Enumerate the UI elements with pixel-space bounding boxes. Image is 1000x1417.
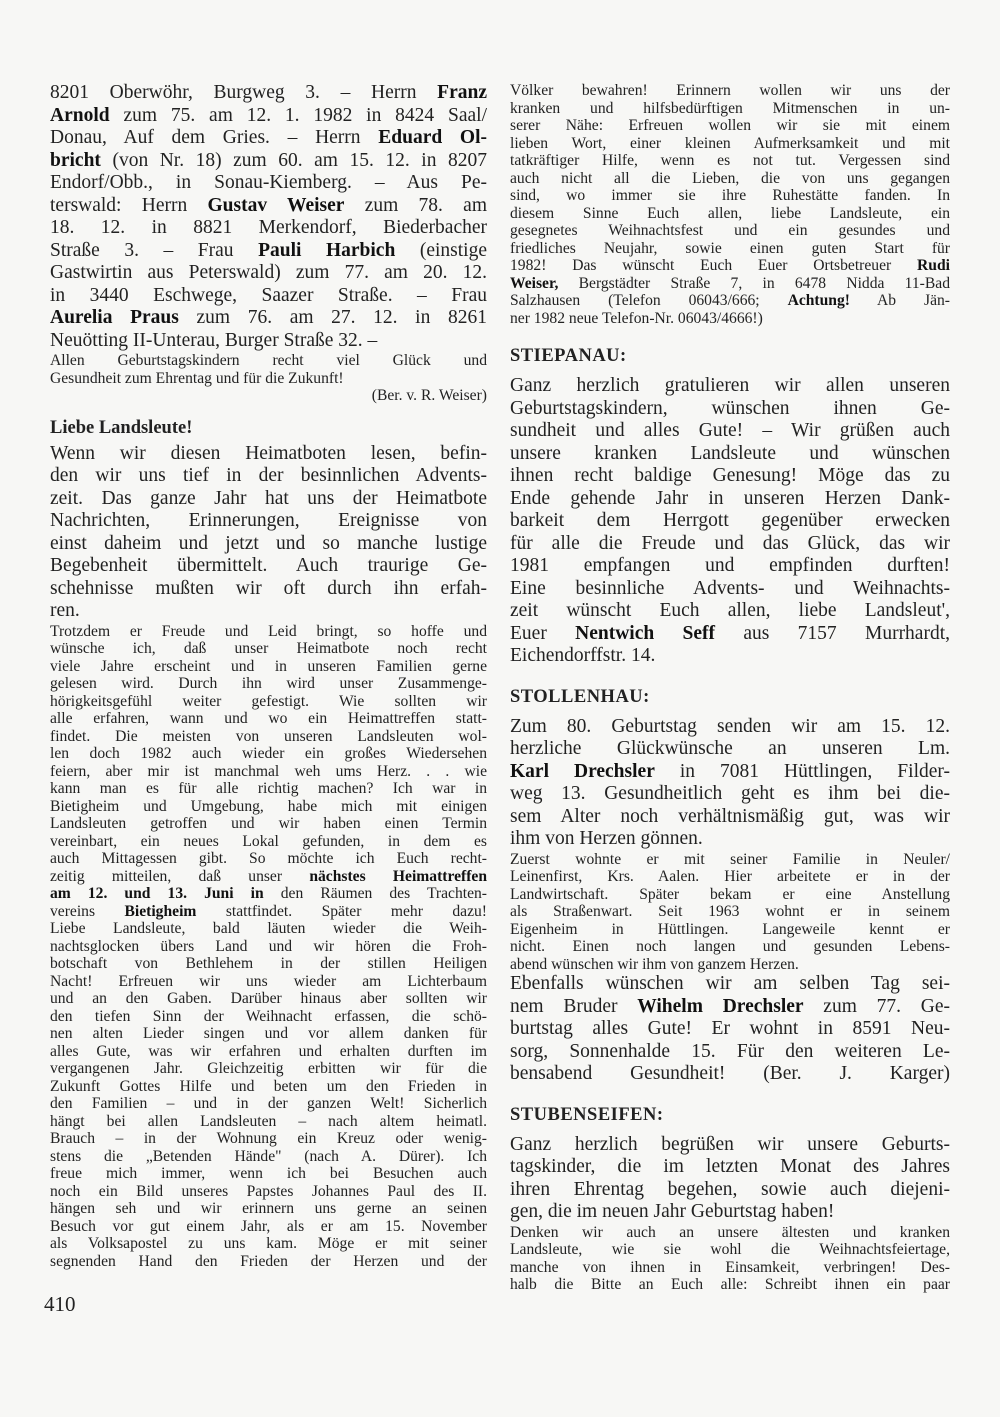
text-line: den tiefen Sinn der Weihnacht erfassen, die schö- xyxy=(50,1007,487,1025)
text-line: burtstag alles Gute! Er wohnt in 8591 Neu- xyxy=(510,1018,950,1039)
text-line: (Ber. v. R. Weiser) xyxy=(371,387,487,404)
text-line: bricht (von Nr. 18) zum 60. am 15. 12. in 8207 xyxy=(50,149,487,171)
text-line: Brauch – in der Wohnung ein Kreuz oder wenig- xyxy=(50,1130,487,1147)
text-line: serer Nähe: Erfreuen wollen wir sie mit einem xyxy=(510,117,950,134)
paragraph xyxy=(50,443,487,623)
text-line: für alle die Freude und das Glück, das wir xyxy=(510,532,950,554)
text-line: auch nicht all die Lieben, die von uns gegangen xyxy=(510,169,950,187)
text-line: Weiser, Bergstädter Straße 7, in 6478 Nidda 11-Bad xyxy=(510,274,950,292)
text-line: Zum 80. Geburtstag senden wir am 15. 12. xyxy=(510,715,950,737)
text-line: wünsche ich, daß unser Heimatbote noch recht xyxy=(50,640,487,657)
text-line: friedliches Neujahr, sowie einen guten Start für xyxy=(510,239,950,257)
text-line: Landwirtschaft. Später bekam er eine Anstellung xyxy=(510,885,950,903)
text-line: Völker bewahren! Erinnern wollen wir uns der xyxy=(510,82,950,99)
text-line: Geburtstagskindern, wünschen ihnen Ge- xyxy=(510,397,950,419)
text-line: Leinenfirst, Krs. Aalen. Hier arbeitete er in der xyxy=(510,868,950,885)
text-line: Landsleute, wie sie wohl die Weihnachtsfeiertage, xyxy=(510,1241,950,1258)
text-line: als Volksapostel zu uns kam. Möge er mit seiner xyxy=(50,1235,487,1252)
paragraph xyxy=(50,623,487,1271)
text-line: Aurelia Praus zum 76. am 27. 12. in 8261 xyxy=(50,307,487,328)
bold-name: Bietigheim xyxy=(124,902,197,920)
text-line: unsere kranken Landsleute und wünschen xyxy=(510,442,950,464)
text-line: Besuch vor gut einem Jahr, als er am 15. November xyxy=(50,1217,487,1235)
text-line: zeit. Das ganze Jahr hat uns der Heimatbote xyxy=(50,487,487,509)
bold-name: nächstes Heimattreffen xyxy=(309,867,488,885)
text-line: findet. Die meisten von unseren Landsleuten wol- xyxy=(50,727,487,745)
text-line: Euer Nentwich Seff aus 7157 Murrhardt, xyxy=(510,622,950,644)
text-line: nachtsglocken übers Land und wir hören die Froh- xyxy=(50,937,487,955)
text-line: len doch 1982 auch wieder ein großes Wiedersehen xyxy=(50,745,487,762)
bold-name: Wihelm Drechsler xyxy=(637,995,804,1017)
bold-name: Achtung! xyxy=(787,292,850,309)
text-line: alles Gute, was wir erfahren und erhalten durften im xyxy=(50,1042,487,1060)
text-line: gen, die im neuen Jahr Geburtstag haben! xyxy=(510,1201,835,1222)
text-line: Arnold zum 75. am 12. 1. 1982 in 8424 Saal/ xyxy=(50,104,487,126)
text-line: Allen Geburtstagskindern recht viel Glück und xyxy=(50,352,487,369)
text-line: stens die „Betenden Hände" (nach A. Dürer). Ich xyxy=(50,1147,487,1165)
text-line: Salzhausen (Telefon 06043/666; Achtung! Ab Jän- xyxy=(510,292,950,309)
text-line: tagskinder, die im letzten Monat des Jahres xyxy=(510,1156,950,1177)
text-line: halb die Bitte an Euch alle: Schreibt ihnen ein paar xyxy=(510,1276,950,1293)
text-line: sundheit und alles Gute! – Wir grüßen auch xyxy=(510,420,950,441)
text-line: in 3440 Eschwege, Saazer Straße. – Frau xyxy=(50,284,487,306)
text-line: ihnen recht baldige Genesung! Möge das zu xyxy=(510,465,950,486)
text-line: manche von ihnen in Einsamkeit, verbringen! Des- xyxy=(510,1258,950,1276)
text-line: 1981 empfangen und empfinden durften! xyxy=(510,555,950,576)
section-heading: STIEPANAU: xyxy=(510,346,627,366)
text-line: den Familien – und in der ganzen Welt! Sicherlich xyxy=(50,1095,487,1112)
text-line: und an den Gaben. Darüber hinaus aber sollten wir xyxy=(50,990,487,1007)
text-line: Ganz herzlich gratulieren wir allen unseren xyxy=(510,375,950,396)
text-line: Trotzdem er Freude und Leid bringt, so hoffe und xyxy=(50,622,487,640)
text-line: lieben Wort, einer kleinen Aufmerksamkeit und mit xyxy=(510,134,950,152)
bold-name: Aurelia Praus xyxy=(50,307,179,328)
text-line: Denken wir auch an unsere ältesten und kranken xyxy=(510,1223,950,1241)
text-line: ren. xyxy=(50,600,80,621)
text-line: vergangenen Jahr. Gleichzeitig erbitten wir für die xyxy=(50,1060,487,1077)
text-line: ihm von Herzen gönnen. xyxy=(510,828,703,849)
text-line: Landsleuten getroffen und wir haben einen Termin xyxy=(50,815,487,832)
bold-name: Rudi xyxy=(917,257,950,274)
paragraph xyxy=(510,1224,950,1294)
text-line: nicht. Einen noch langen und gesunden Lebens- xyxy=(510,938,950,955)
text-line: Endorf/Obb., in Sonau-Kiemberg. – Aus Pe- xyxy=(50,172,487,193)
text-line: ihren Ehrentag begehen, sowie auch diejeni- xyxy=(510,1178,950,1200)
paragraph xyxy=(510,851,950,974)
text-line: Nacht! Erfreuen wir uns wieder am Lichterbaum xyxy=(50,972,487,990)
bold-name: am 12. und 13. Juni in xyxy=(50,885,264,902)
bold-name: bricht xyxy=(50,149,101,171)
text-line: hörigkeitsgefühl weiter gefestigt. Wie sollten wir xyxy=(50,692,487,710)
text-line: Eigenheim in Hüttlingen. Langeweile kennt er xyxy=(510,920,950,938)
text-line: den wir uns tief in der besinnlichen Advents- xyxy=(50,465,487,486)
text-line: diesem Sinne Euch allen, liebe Landsleute, ein xyxy=(510,204,950,222)
text-line: als Straßenwart. Seit 1963 wohnt er in seinem xyxy=(510,903,950,920)
text-line: Begebenheit übermittelt. Auch traurige Ge- xyxy=(50,555,487,576)
text-line: schehnisse mußten wir oft durch ihn erfah- xyxy=(50,577,487,599)
bold-name: Nentwich Seff xyxy=(575,622,716,644)
text-line: 18. 12. in 8821 Merkendorf, Biederbacher xyxy=(50,217,487,238)
text-line: Bietigheim und Umgebung, habe mich mit einigen xyxy=(50,797,487,815)
page-number: 410 xyxy=(44,1292,76,1316)
text-line: Eichendorffstr. 14. xyxy=(510,645,656,666)
text-line: 1982! Das wünscht Euch Euer Ortsbetreuer Rudi xyxy=(510,257,950,274)
text-line: sorg, Sonnenhalde 15. Für den weiteren Le- xyxy=(510,1040,950,1062)
bold-name: Gustav Weiser xyxy=(207,194,345,216)
paragraph xyxy=(50,82,487,352)
text-line: Ganz herzlich begrüßen wir unsere Geburts- xyxy=(510,1133,950,1155)
paragraph xyxy=(50,352,487,387)
text-line: Karl Drechsler in 7081 Hüttlingen, Filder- xyxy=(510,760,950,782)
text-line: auch Mittagessen gibt. So möchte ich Euch recht- xyxy=(50,850,487,867)
text-line: freue mich immer, wenn ich bei Besuchen auch xyxy=(50,1165,487,1182)
text-line: gelesen wird. Durch ihn wird unser Zusammenge- xyxy=(50,675,487,692)
bold-name: Weiser, xyxy=(510,274,559,292)
text-line: am 12. und 13. Juni in den Räumen des Trachten- xyxy=(50,885,487,902)
text-line: Zukunft Gottes Hilfe und beten um den Frieden in xyxy=(50,1077,487,1095)
text-line: Neuötting II-Unterau, Burger Straße 32. – xyxy=(50,329,378,351)
text-line: vereins Bietigheim stattfindet. Später mehr dazu! xyxy=(50,902,488,920)
text-line: viele Jahre erscheint und in unseren Familien gerne xyxy=(50,657,487,675)
text-line: gesegnetes Weihnachtsfest und ein gesundes und xyxy=(510,222,950,239)
paragraph xyxy=(510,1134,950,1224)
text-line: Gastwirtin aus Peterswald) zum 77. am 20. 12. xyxy=(50,262,487,283)
paragraph xyxy=(510,375,950,668)
text-line: einst daheim und jetzt und so manche lustige xyxy=(50,532,487,554)
text-line: Wenn wir diesen Heimatboten lesen, befin- xyxy=(50,442,487,464)
text-line: Nachrichten, Erinnerungen, Ereignisse von xyxy=(50,510,487,531)
text-line: sem Alter noch verhältnismäßig gut, was wir xyxy=(510,805,950,827)
bold-name: Franz xyxy=(437,82,487,103)
text-line: bensabend Gesundheit! (Ber. J. Karger) xyxy=(510,1063,950,1084)
text-line: botschaft von Bethlehem in der stillen Heiligen xyxy=(50,955,487,972)
text-line: feiern, aber mir ist manchmal weh ums Herz. . . wie xyxy=(50,762,487,780)
text-line: abend wünschen wir ihm von ganzem Herzen. xyxy=(510,955,799,973)
text-line: Liebe Landsleute, bald läuten wieder die Weih- xyxy=(50,920,487,937)
bold-name: Karl Drechsler xyxy=(510,760,655,782)
section-heading: STOLLENHAU: xyxy=(510,686,650,707)
text-line: sind, wo immer sie ihre Ruhestätte fanden. In xyxy=(510,187,950,204)
paragraph xyxy=(510,973,950,1086)
text-line: kranken und hilfsbedürftigen Mitmenschen in un- xyxy=(510,99,950,117)
text-line: zeitig mitteilen, daß unser nächstes Heimattreffen xyxy=(50,867,488,885)
text-line: Zuerst wohnte er mit seiner Familie in Neuler/ xyxy=(510,850,950,868)
text-line: zeit wünscht Euch allen, liebe Landsleut', xyxy=(510,600,950,621)
text-line: tatkräftiger Hilfe, wenn es not tut. Vergessen sind xyxy=(510,152,950,169)
text-line: nen alten Lieder singen und vor allem danken für xyxy=(50,1025,487,1042)
text-line: Straße 3. – Frau Pauli Harbich (einstige xyxy=(50,239,487,261)
left-column xyxy=(50,82,487,1270)
attribution xyxy=(50,387,487,405)
text-line: noch ein Bild unseres Papstes Johannes Paul des II. xyxy=(50,1182,487,1200)
right-column xyxy=(510,82,950,1294)
text-line: herzliche Glückwünsche an unseren Lm. xyxy=(510,738,950,759)
text-line: 8201 Oberwöhr, Burgweg 3. – Herrn Franz xyxy=(50,82,487,103)
bold-name: Arnold xyxy=(50,104,110,126)
text-line: Gesundheit zum Ehrentag und für die Zukunft! xyxy=(50,369,344,387)
text-line: Donau, Auf dem Gries. – Herrn Eduard Ol- xyxy=(50,127,487,148)
text-line: segnenden Hand den Frieden der Herzen und der xyxy=(50,1252,487,1270)
text-line: ner 1982 neue Telefon-Nr. 06043/4666!) xyxy=(510,309,763,327)
text-line: vereinbart, ein neues Lokal gefunden, in dem es xyxy=(50,832,487,850)
text-line: barkeit dem Herrgott gegenüber erwecken xyxy=(510,510,950,531)
text-line: Ende gehende Jahr in unseren Herzen Dank- xyxy=(510,487,950,509)
bold-name: Pauli Harbich xyxy=(258,239,396,261)
text-line: hängt bei allen Landsleuten – nach altem heimatl. xyxy=(50,1112,487,1130)
section-heading: STUBENSEIFEN: xyxy=(510,1104,664,1125)
text-line: hängen seh und wir erinnern uns gerne an seinen xyxy=(50,1200,487,1217)
text-line: terswald: Herrn Gustav Weiser zum 78. am xyxy=(50,194,488,216)
paragraph xyxy=(510,716,950,851)
text-line: Eine besinnliche Advents- und Weihnachts- xyxy=(510,577,950,599)
section-heading: Liebe Landsleute! xyxy=(50,417,193,438)
text-line: alle erfahren, wann und wo ein Heimattreffen statt- xyxy=(50,710,487,727)
text-line: weg 13. Gesundheitlich geht es ihm bei die- xyxy=(510,783,950,804)
text-line: kann man es für alle richtig machen? Ich war in xyxy=(50,780,487,797)
text-line: Ebenfalls wünschen wir am selben Tag sei- xyxy=(510,973,950,994)
text-line: nem Bruder Wihelm Drechsler zum 77. Ge- xyxy=(510,995,950,1017)
paragraph xyxy=(510,82,950,327)
bold-name: Eduard Ol- xyxy=(378,127,487,148)
